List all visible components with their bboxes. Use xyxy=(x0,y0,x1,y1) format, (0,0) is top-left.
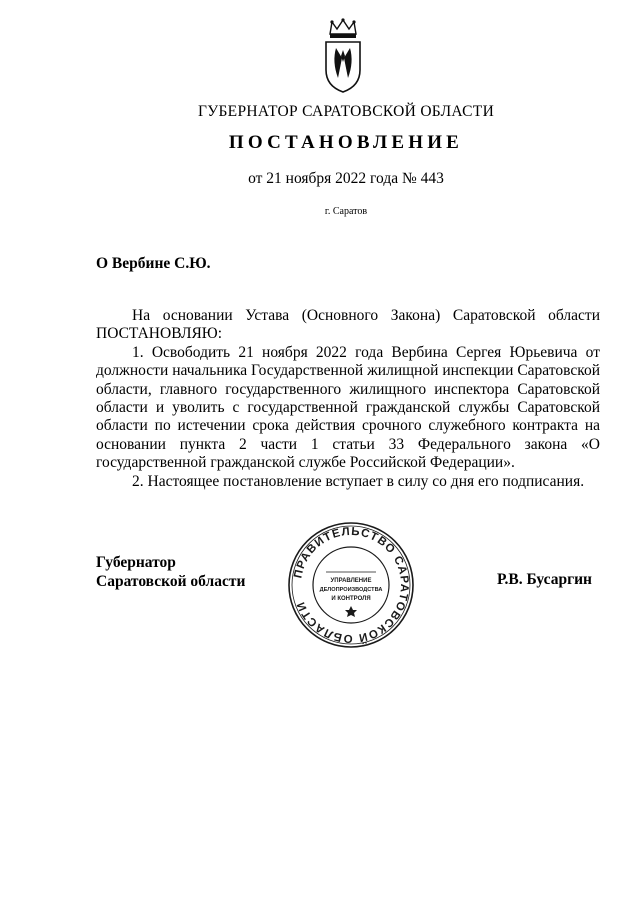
signatory-title-line2: Саратовской области xyxy=(96,573,246,590)
signatory-title-line1: Губернатор xyxy=(96,554,176,571)
document-city: г. Саратов xyxy=(324,206,368,217)
document-body xyxy=(96,307,600,491)
document-subject: О Вербине С.Ю. xyxy=(96,255,211,272)
seal-ring-text: ПРАВИТЕЛЬСТВО САРАТОВСКОЙ ОБЛАСТИ xyxy=(292,525,411,645)
item-1-paragraph: 1. Освободить 21 ноября 2022 года Вербина Сергея Юрьевича от должности начальника Государственной жилищной инспекции Саратовской области, главного государственного жилищного инспектора Саратовской области и уволить с государственной гражданской службы Саратовской области по истечении срока действия срочного служебного контракта на основании пункта 2 части 1 статьи 33 Федерального закона «О государственной гражданской службе Российской Федерации». xyxy=(96,343,600,472)
preamble-paragraph: На основании Устава (Основного Закона) Саратовской области xyxy=(132,307,600,324)
coat-of-arms-icon xyxy=(322,18,364,94)
seal-star-icon xyxy=(345,606,357,617)
item-2-paragraph: 2. Настоящее постановление вступает в силу со дня его подписания. xyxy=(132,472,585,490)
svg-text:ПРАВИТЕЛЬСТВО САРАТОВСКОЙ ОБЛА xyxy=(292,526,410,645)
seal-center-line3: И КОНТРОЛЯ xyxy=(331,596,371,602)
document-type: ПОСТАНОВЛЕНИЕ xyxy=(228,132,464,153)
signatory-title xyxy=(96,553,245,591)
official-seal-icon xyxy=(286,520,416,650)
issuing-authority: ГУБЕРНАТОР САРАТОВСКОЙ ОБЛАСТИ xyxy=(197,103,495,120)
signatory-name: Р.В. Бусаргин xyxy=(497,571,592,588)
seal-center-line2: ДЕЛОПРОИЗВОДСТВА xyxy=(319,587,383,593)
document-date-number: от 21 ноября 2022 года № 443 xyxy=(248,170,444,187)
decree-word: ПОСТАНОВЛЯЮ: xyxy=(96,325,223,343)
seal-center-line1: УПРАВЛЕНИЕ xyxy=(330,578,372,584)
